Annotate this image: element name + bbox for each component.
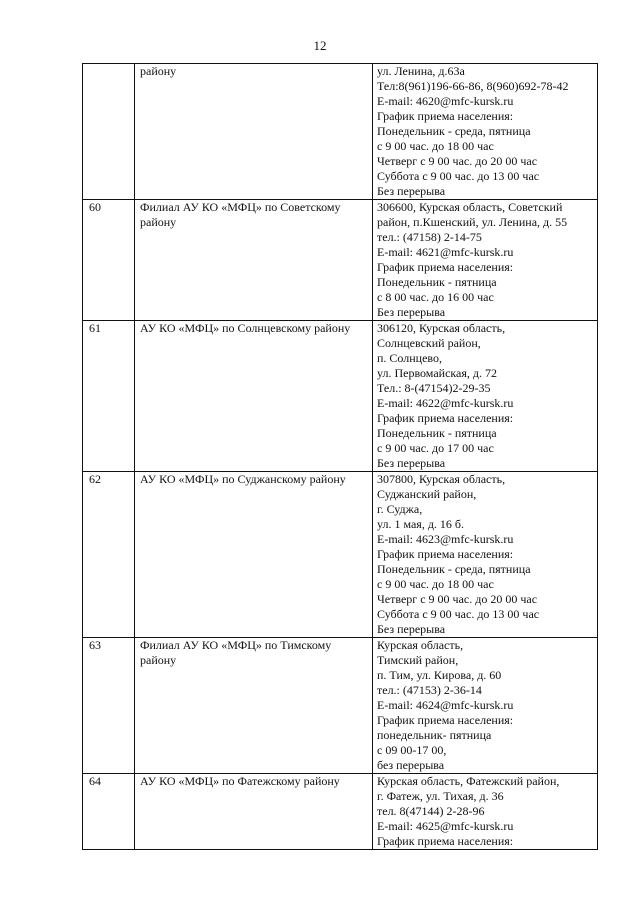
office-contacts-cell [373, 472, 598, 638]
table-row [83, 774, 598, 850]
contact-line: Тел:8(961)196-66-86, 8(960)692-78-42 [377, 79, 569, 93]
contact-line: п. Солнцево, [377, 351, 443, 365]
office-name-cell [135, 774, 373, 850]
contact-line: п. Тим, ул. Кирова, д. 60 [377, 668, 502, 682]
contact-line: 307800, Курская область, [377, 472, 506, 486]
contact-line: Понедельник - среда, пятница [377, 562, 531, 576]
contact-line: График приема населения: [377, 260, 514, 274]
contact-line: E-mail: 4624@mfc-kursk.ru [377, 698, 514, 712]
contact-line: Без перерыва [377, 622, 446, 636]
row-number: 60 [83, 200, 135, 321]
contact-line: с 8 00 час. до 16 00 час [377, 290, 494, 304]
office-contacts-cell [373, 774, 598, 850]
contact-line: без перерыва [377, 758, 445, 772]
table-row [83, 638, 598, 774]
office-name-cell [135, 472, 373, 638]
mfc-offices-table [82, 63, 598, 850]
office-name-cell [135, 638, 373, 774]
row-number: 62 [83, 472, 135, 638]
contact-line: 306600, Курская область, Советский [377, 200, 563, 214]
contact-line: с 9 00 час. до 17 00 час [377, 441, 494, 455]
contact-line: с 09 00-17 00, [377, 743, 447, 757]
table-row [83, 472, 598, 638]
contact-line: Четверг с 9 00 час. до 20 00 час [377, 592, 538, 606]
contact-line: E-mail: 4620@mfc-kursk.ru [377, 94, 514, 108]
row-number: 64 [83, 774, 135, 850]
office-contacts-cell [373, 638, 598, 774]
page-number: 12 [313, 38, 327, 53]
contact-line: Суджанский район, [377, 487, 477, 501]
contact-line: Четверг с 9 00 час. до 20 00 час [377, 154, 538, 168]
office-contacts-cell [373, 200, 598, 321]
contact-line: E-mail: 4621@mfc-kursk.ru [377, 245, 514, 259]
contact-line: ул. Ленина, д.63а [377, 64, 465, 78]
office-name: АУ КО «МФЦ» по Суджанскому району [140, 472, 346, 486]
contact-line: E-mail: 4623@mfc-kursk.ru [377, 532, 514, 546]
table-row [83, 64, 598, 200]
row-number: 63 [83, 638, 135, 774]
contact-line: Понедельник - пятница [377, 426, 497, 440]
contact-line: Без перерыва [377, 184, 446, 198]
office-name-cell [135, 200, 373, 321]
row-number [83, 64, 135, 200]
contact-line: район, п.Кшенский, ул. Ленина, д. 55 [377, 215, 568, 229]
contact-line: График приема населения: [377, 109, 514, 123]
table-row [83, 321, 598, 472]
contact-line: г. Фатеж, ул. Тихая, д. 36 [377, 789, 504, 803]
office-name: Филиал АУ КО «МФЦ» по Советскому району [140, 200, 341, 229]
contact-line: Без перерыва [377, 456, 446, 470]
contact-line: Суббота с 9 00 час. до 13 00 час [377, 607, 540, 621]
office-name-cell [135, 321, 373, 472]
office-name: АУ КО «МФЦ» по Фатежскому району [140, 774, 340, 788]
contact-line: График приема населения: [377, 411, 514, 425]
contact-line: График приема населения: [377, 834, 514, 848]
office-contacts-cell [373, 321, 598, 472]
contact-line: с 9 00 час. до 18 00 час [377, 139, 494, 153]
contact-line: ул. 1 мая, д. 16 б. [377, 517, 465, 531]
contact-line: Тимский район, [377, 653, 459, 667]
office-name: району [140, 64, 177, 78]
contact-line: Курская область, Фатежский район, [377, 774, 560, 788]
contact-line: г. Суджа, [377, 502, 423, 516]
contact-line: Понедельник - пятница [377, 275, 497, 289]
contact-line: тел. 8(47144) 2-28-96 [377, 804, 485, 818]
contact-line: Понедельник - среда, пятница [377, 124, 531, 138]
contact-line: с 9 00 час. до 18 00 час [377, 577, 494, 591]
contact-line: Солнцевский район, [377, 336, 481, 350]
office-name: АУ КО «МФЦ» по Солнцевскому району [140, 321, 351, 335]
contact-line: Суббота с 9 00 час. до 13 00 час [377, 169, 540, 183]
contact-line: Тел.: 8-(47154)2-29-35 [377, 381, 491, 395]
office-contacts-cell [373, 64, 598, 200]
office-name: Филиал АУ КО «МФЦ» по Тимскому району [140, 638, 332, 667]
contact-line: График приема населения: [377, 713, 514, 727]
contact-line: E-mail: 4622@mfc-kursk.ru [377, 396, 514, 410]
contact-line: E-mail: 4625@mfc-kursk.ru [377, 819, 514, 833]
table-body [83, 64, 598, 850]
contact-line: понедельник- пятница [377, 728, 492, 742]
contact-line: Без перерыва [377, 305, 446, 319]
contact-line: тел.: (47153) 2-36-14 [377, 683, 482, 697]
contact-line: График приема населения: [377, 547, 514, 561]
contact-line: тел.: (47158) 2-14-75 [377, 230, 482, 244]
table-row [83, 200, 598, 321]
contact-line: Курская область, [377, 638, 464, 652]
contact-line: 306120, Курская область, [377, 321, 506, 335]
office-name-cell [135, 64, 373, 200]
row-number: 61 [83, 321, 135, 472]
contact-line: ул. Первомайская, д. 72 [377, 366, 497, 380]
